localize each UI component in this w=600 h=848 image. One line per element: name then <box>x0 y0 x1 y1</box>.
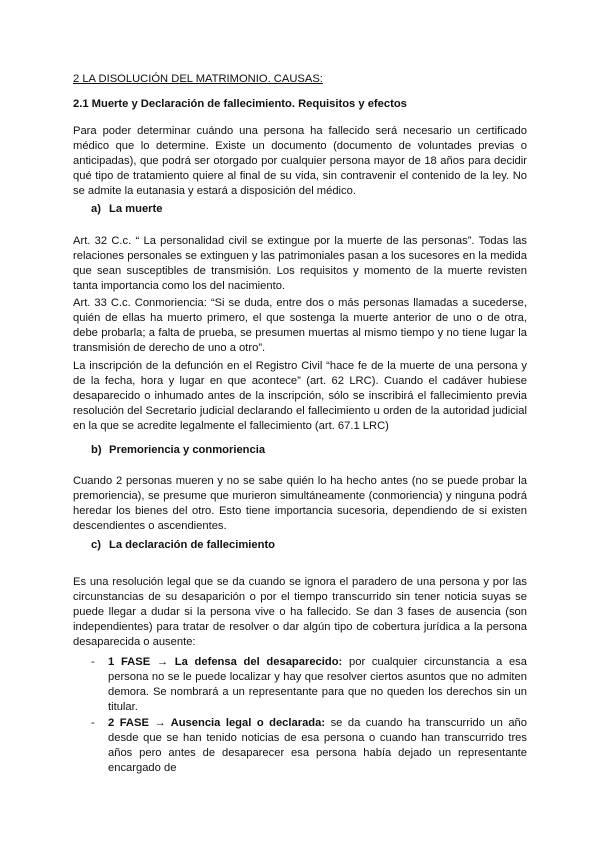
phase-1-text: por cualquier circunstancia a esa persona no se le puede localizar y hay que resolver ciertos asuntos que no admiten demora. Se nombrará a un representante para que no queden los derechos sin un titular. <box>108 656 527 713</box>
subheading-c-label: c) <box>91 539 101 551</box>
section-heading: 2.1 Muerte y Declaración de fallecimiento. Requisitos y efectos <box>73 98 407 110</box>
paragraph-registro: La inscripción de la defunción en el Registro Civil “hace fe de la muerte de una persona y de la fecha, hora y lugar en que acontece” (art. 62 LRC). Cuando el cadáver hubiese desaparecido o inhumado antes de la inscripción, sólo se inscribirá el fallecimiento previa resolución del Secretario judicial declarando el fallecimiento u orden de la autoridad judicial en la que se acredite legalmente el fallecimiento (art. 67.1 LRC) <box>73 360 527 432</box>
list-item-phase-1 <box>91 655 527 715</box>
list-item-body <box>108 716 527 776</box>
paragraph-art32: Art. 32 C.c. “ La personalidad civil se extingue por la muerte de las personas”. Todas las relaciones personales se extinguen y las patrimoniales pasan a los sucesores en la medida que sean susceptibles de transmisión. Los requisitos y momento de la muerte revisten tanta importancia como los del nacimiento. <box>73 235 527 292</box>
subheading-a-label: a) <box>91 203 101 215</box>
subheading-b-title: Premoriencia y conmoriencia <box>109 444 266 456</box>
list-item-phase-2 <box>91 716 527 776</box>
paragraph-premoriencia: Cuando 2 personas mueren y no se sabe quién lo ha hecho antes (no se puede probar la premoriencia), se presume que murieron simultáneamente (conmoriencia) y ninguna podrá heredar los bienes del otro. Esto tiene importancia sucesoria, dependiendo de si existen descendientes o ascendientes. <box>73 475 527 532</box>
document-title: 2 LA DISOLUCIÓN DEL MATRIMONIO. CAUSAS: <box>73 73 323 85</box>
list-item-body <box>108 655 527 715</box>
subheading-c-title: La declaración de fallecimiento <box>109 539 276 551</box>
subheading-a-title: La muerte <box>109 203 163 215</box>
subheading-c <box>91 538 545 553</box>
subheading-b-label: b) <box>91 444 102 456</box>
paragraph-art33: Art. 33 C.c. Conmoriencia: “Si se duda, entre dos o más personas llamadas a sucederse, quién de ellas ha muerto primero, el que sostenga la muerte anterior de uno o de otra, debe probarla; a falta de prueba, se presumen muertas al mismo tiempo y no tiene lugar la transmisión de derecho de uno a otro”. <box>73 297 527 354</box>
intro-paragraph: Para poder determinar cuándo una persona ha fallecido será necesario un certificado médico que lo determine. Existe un documento (documento de voluntades previas o anticipadas), que podrá ser otorgado por cualquier persona mayor de 18 años para decidir qué tipo de tratamiento quiere al final de su vida, sin contravenir el contenido de la ley. No se admite la eutanasia y estará a disposición del médico. <box>73 125 527 197</box>
list-bullet: - <box>91 656 95 668</box>
paragraph-declaracion: Es una resolución legal que se da cuando se ignora el paradero de una persona y por las circunstancias de su desaparición o por el tiempo transcurrido sin tener noticia suyas se puede llegar a dudar si la persona vive o ha fallecido. Se dan 3 fases de ausencia (son independientes) para tratar de resolver o dar algún tipo de cobertura jurídica a la persona desaparecida o ausente: <box>73 576 527 648</box>
list-bullet: - <box>91 717 95 729</box>
phase-2-text: se da cuando ha transcurrido un año desde que se han tenido noticias de esa persona o cuando han transcurrido tres años pero antes de desaparecer esa persona había dejado un representante encargado de <box>108 717 527 774</box>
phase-2-title: 2 FASE → Ausencia legal o declarada: <box>108 717 326 729</box>
subheading-a <box>91 202 545 217</box>
subheading-b <box>91 443 545 458</box>
phase-1-title: 1 FASE → La defensa del desaparecido: <box>108 656 343 668</box>
